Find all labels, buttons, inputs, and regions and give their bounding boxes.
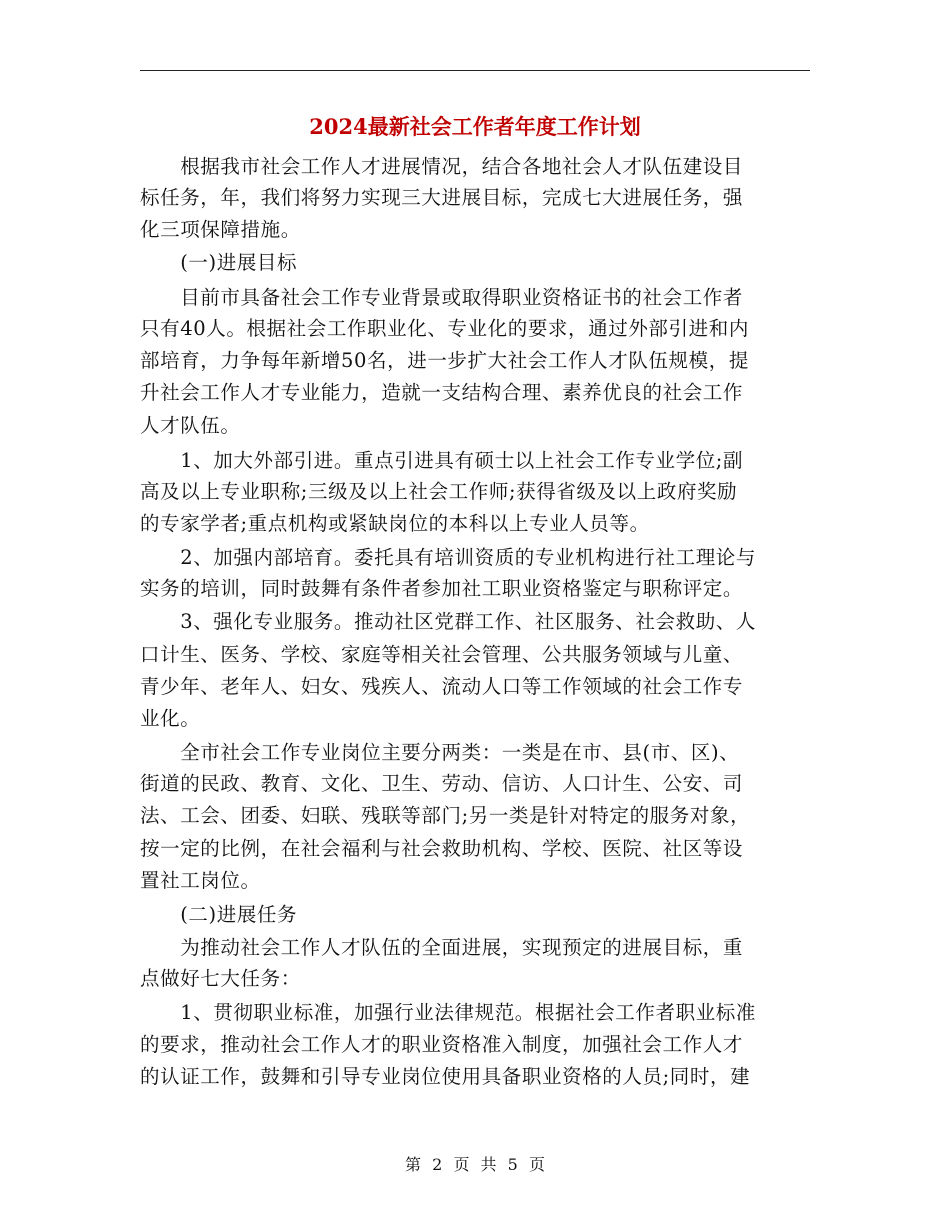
text-line: 人才队伍。: [140, 414, 241, 437]
text-line: 按一定的比例，在社会福利与社会救助机构、学校、医院、社区等设: [140, 837, 744, 860]
text-line: 的认证工作，鼓舞和引导专业岗位使用具备职业资格的人员;同时，建: [140, 1065, 751, 1088]
footer-page-word: 页: [453, 1155, 470, 1174]
text-line: 置社工岗位。: [140, 869, 261, 892]
text-line: 实务的培训，同时鼓舞有条件者参加社工职业资格鉴定与职称评定。: [140, 577, 744, 600]
footer-prefix: 第: [405, 1155, 422, 1174]
text-line: 的要求，推动社会工作人才的职业资格准入制度，加强社会工作人才: [140, 1033, 744, 1056]
text-line: 部培育，力争每年新增50名，进一步扩大社会工作人才队伍规模，提: [140, 349, 749, 372]
text-line: 点做好七大任务：: [140, 967, 301, 990]
footer-total-word: 页: [528, 1155, 545, 1174]
text-line: 为推动社会工作人才队伍的全面进展，实现预定的进展目标，重: [140, 936, 744, 959]
text-line: 高及以上专业职称;三级及以上社会工作师;获得省级及以上政府奖励: [140, 480, 738, 503]
text-line: 业化。: [140, 707, 201, 730]
text-line: 1、贯彻职业标准，加强行业法律规范。根据社会工作者职业标准: [140, 1001, 757, 1024]
text-line: 街道的民政、教育、文化、卫生、劳动、信访、人口计生、公安、司: [140, 772, 744, 795]
current-page-number: 2: [432, 1155, 443, 1174]
text-line: 标任务，年，我们将努力实现三大进展目标，完成七大进展任务，强: [140, 186, 744, 209]
text-line: 全市社会工作专业岗位主要分两类：一类是在市、县(市、区)、: [140, 741, 740, 764]
section-heading: (一)进展目标: [140, 251, 298, 274]
section-heading: (二)进展任务: [140, 903, 298, 926]
text-line: 目前市具备社会工作专业背景或取得职业资格证书的社会工作者: [140, 286, 744, 309]
text-line: 的专家学者;重点机构或紧缺岗位的本科以上专业人员等。: [140, 512, 650, 535]
document-title: 2024最新社会工作者年度工作计划: [309, 114, 641, 139]
page-footer: [0, 1153, 950, 1177]
total-page-number: 5: [507, 1155, 518, 1174]
header-rule: [140, 70, 810, 71]
text-line: 口计生、医务、学校、家庭等相关社会管理、公共服务领域与儿童、: [140, 643, 744, 666]
text-line: 升社会工作人才专业能力，造就一支结构合理、素养优良的社会工作: [140, 381, 744, 404]
text-line: 3、强化专业服务。推动社区党群工作、社区服务、社会救助、人: [140, 610, 757, 633]
text-line: 根据我市社会工作人才进展情况，结合各地社会人才队伍建设目: [140, 155, 744, 178]
footer-total-prefix: 共: [480, 1155, 497, 1174]
text-line: 2、加强内部培育。委托具有培训资质的专业机构进行社工理论与: [140, 546, 757, 569]
text-line: 青少年、老年人、妇女、残疾人、流动人口等工作领域的社会工作专: [140, 675, 744, 698]
text-line: 化三项保障措施。: [140, 218, 301, 241]
text-line: 只有40人。根据社会工作职业化、专业化的要求，通过外部引进和内: [140, 317, 749, 340]
text-line: 1、加大外部引进。重点引进具有硕士以上社会工作专业学位;副: [140, 449, 744, 472]
text-line: 法、工会、团委、妇联、残联等部门;另一类是针对特定的服务对象，: [140, 804, 751, 827]
